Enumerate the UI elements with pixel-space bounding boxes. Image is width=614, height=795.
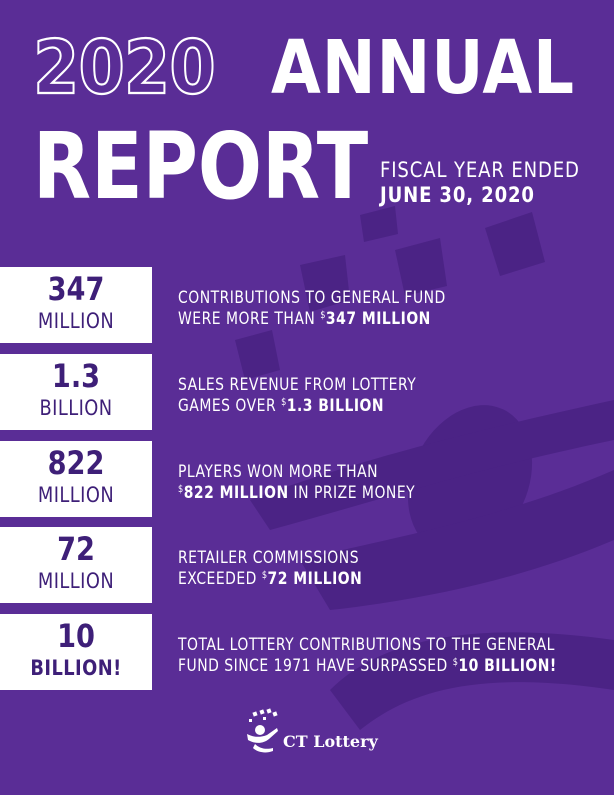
stat-desc-line: RETAILER COMMISSIONS (178, 548, 360, 568)
stat-desc-line: SALES REVENUE FROM LOTTERY (178, 375, 417, 395)
stat-highlight: 822 MILLION (183, 483, 289, 503)
stat-unit: MILLION (37, 483, 115, 507)
stat-box (0, 354, 152, 430)
stat-unit: MILLION (37, 569, 115, 593)
stat-highlight: 72 MILLION (267, 569, 363, 589)
title-annual: ANNUAL (271, 25, 575, 111)
stat-number: 1.3 (51, 357, 101, 395)
stat-number: 10 (57, 617, 95, 655)
stat-box (0, 267, 152, 343)
stat-description (178, 548, 539, 590)
stat-desc-line: FUND SINCE 1971 HAVE SURPASSED $10 BILLION! (178, 656, 557, 676)
stat-number: 347 (47, 270, 105, 308)
stat-unit: MILLION (37, 309, 115, 333)
stat-number: 822 (47, 444, 105, 482)
ct-lottery-logo-icon (243, 708, 283, 756)
title-report: REPORT (33, 113, 369, 220)
stat-highlight: 347 MILLION (325, 309, 431, 329)
stat-description (178, 288, 539, 330)
stat-description (178, 462, 539, 504)
fiscal-year-date: JUNE 30, 2020 (380, 183, 535, 207)
ct-lottery-logo (243, 708, 378, 756)
stat-number: 72 (57, 530, 95, 568)
stat-desc-line: $822 MILLION IN PRIZE MONEY (178, 483, 416, 503)
stat-box (0, 527, 152, 603)
stat-highlight: 1.3 BILLION (286, 396, 385, 416)
stat-desc-line: CONTRIBUTIONS TO GENERAL FUND (178, 288, 446, 308)
title-year-outline: 2020 (33, 25, 215, 111)
stat-desc-line: PLAYERS WON MORE THAN (178, 462, 379, 482)
stat-unit: BILLION (39, 396, 113, 420)
stat-box (0, 441, 152, 517)
stat-description (178, 375, 539, 417)
stat-desc-line: GAMES OVER $1.3 BILLION (178, 396, 385, 416)
ct-lottery-logo-text: CT Lottery (283, 732, 378, 751)
stat-desc-line: TOTAL LOTTERY CONTRIBUTIONS TO THE GENERAL (178, 635, 555, 655)
stat-desc-line: WERE MORE THAN $347 MILLION (178, 309, 431, 329)
stat-highlight: 10 BILLION! (458, 656, 557, 676)
stat-description (178, 635, 557, 677)
fiscal-year-label: FISCAL YEAR ENDED (380, 158, 580, 182)
stat-desc-line: EXCEEDED $72 MILLION (178, 569, 363, 589)
stat-box (0, 614, 152, 690)
stat-unit: BILLION! (30, 656, 122, 680)
